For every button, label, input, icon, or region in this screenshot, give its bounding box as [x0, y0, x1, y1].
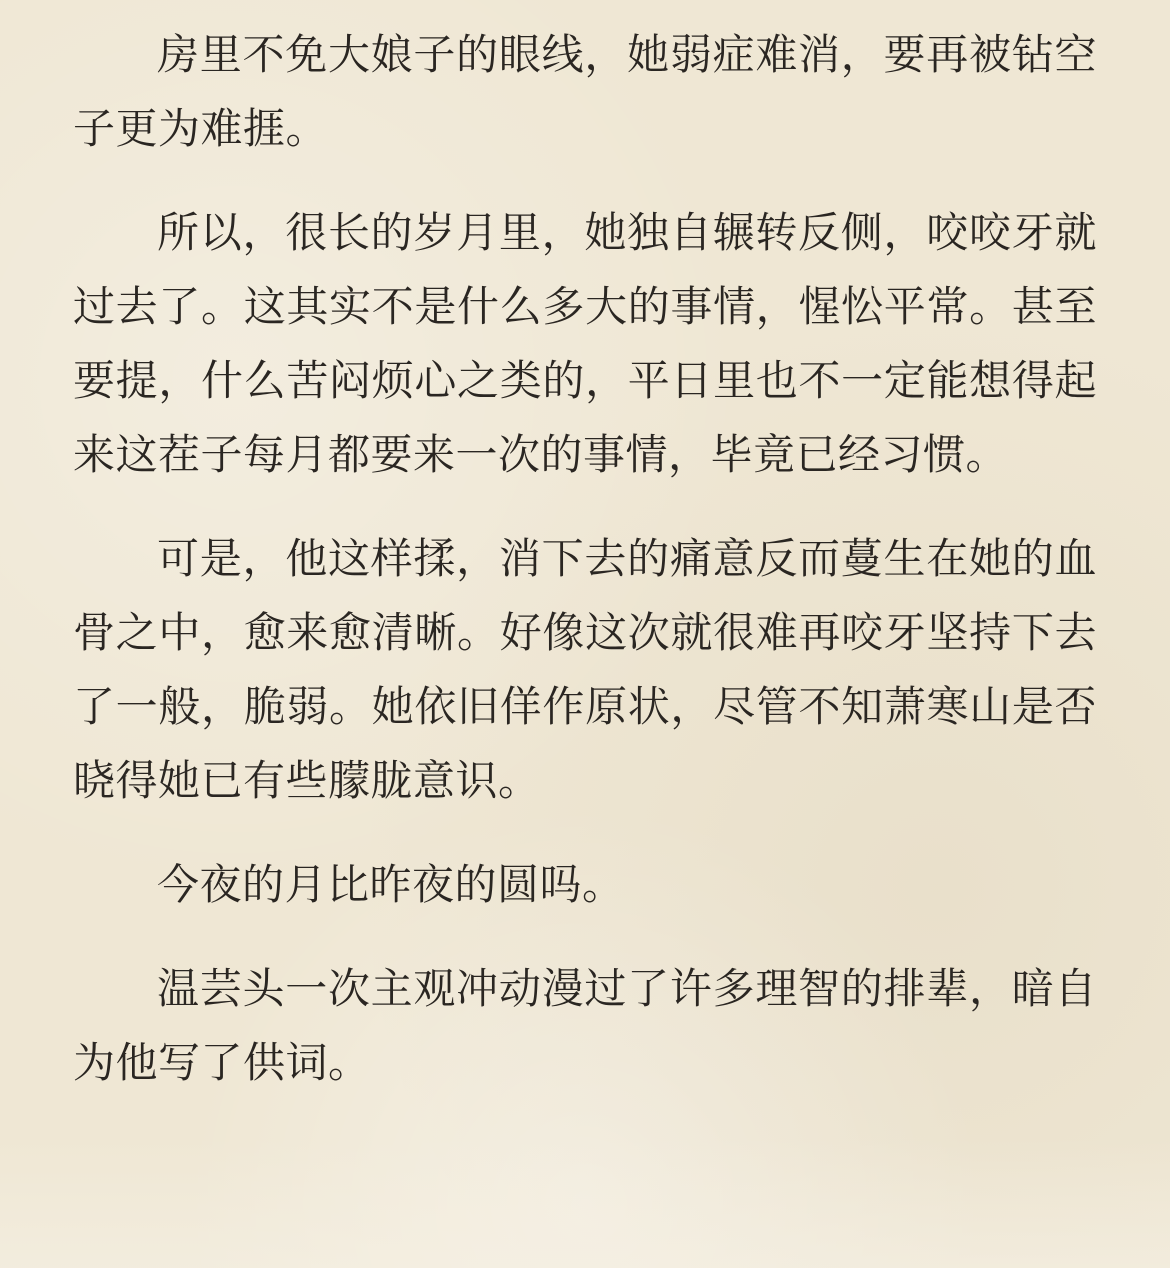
- paragraph-3: 可是，他这样揉，消下去的痛意反而蔓生在她的血骨之中，愈来愈清晰。好像这次就很难再咬牙坚持下去了一般，脆弱。她依旧佯作原状，尽管不知萧寒山是否晓得她已有些朦胧意识。: [73, 534, 1097, 805]
- bottom-fade: [0, 1138, 1170, 1268]
- paragraph-5: 温芸头一次主观冲动漫过了许多理智的排辈，暗自为他写了供词。: [73, 964, 1097, 1087]
- paragraph-1: 房里不免大娘子的眼线，她弱症难消，要再被钻空子更为难捱。: [73, 30, 1097, 153]
- paragraph-4: 今夜的月比昨夜的圆吗。: [157, 860, 625, 909]
- paragraph-2: 所以，很长的岁月里，她独自辗转反侧，咬咬牙就过去了。这其实不是什么多大的事情，惺忪平常。甚至要提，什么苦闷烦心之类的，平日里也不一定能想得起来这茬子每月都要来一次的事情，毕竟已经习惯。: [73, 208, 1097, 479]
